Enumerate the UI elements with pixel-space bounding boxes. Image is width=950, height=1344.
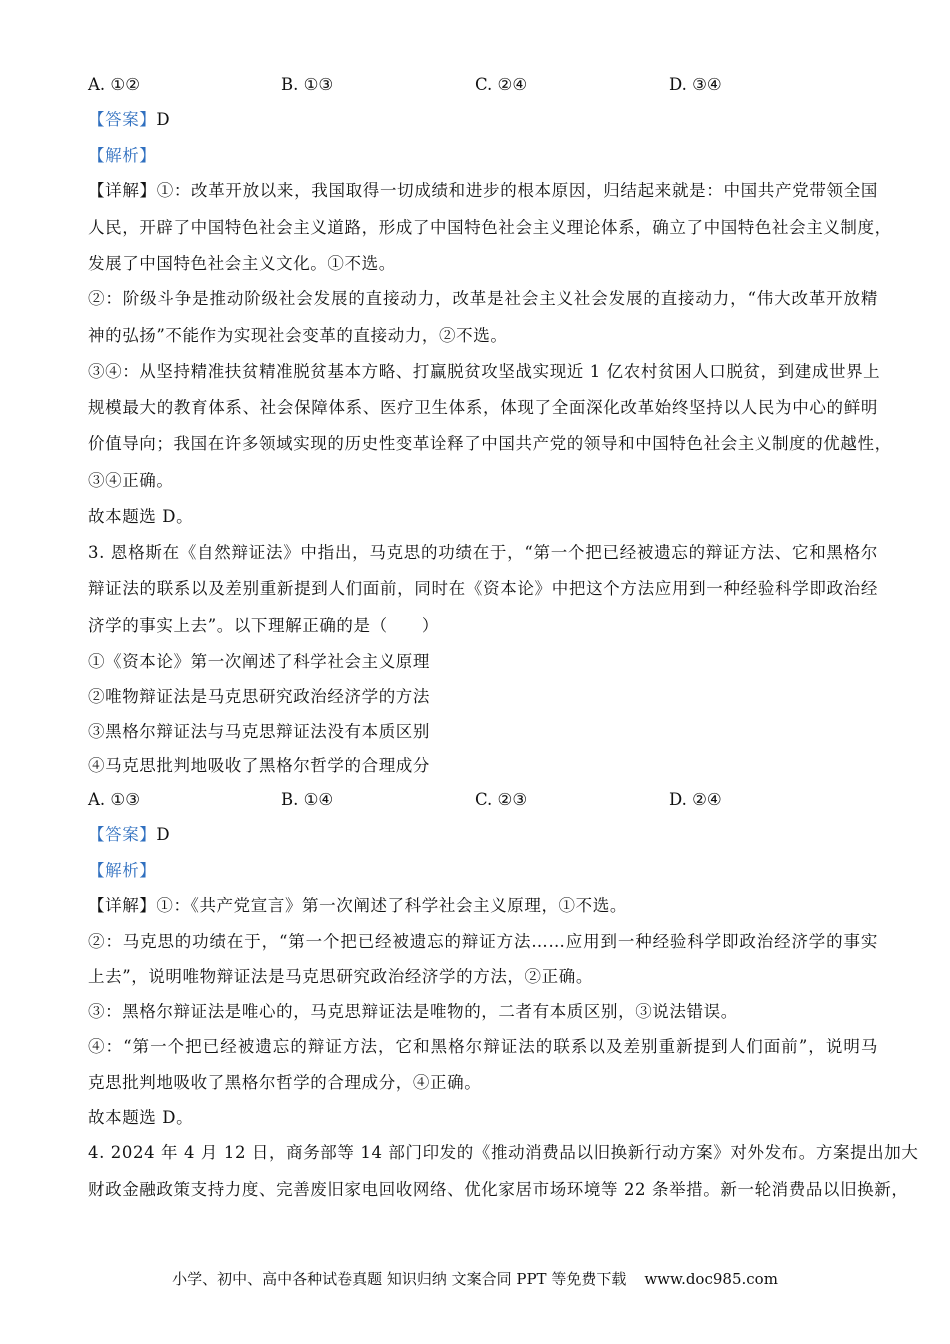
answer-tag: 【答案】 [88, 825, 157, 844]
q3-detail-line: ②：马克思的功绩在于，“第一个把已经被遗忘的辩证方法……应用到一种经验科学即政治经济学的事实 [88, 932, 878, 951]
q3-stem-line: 济学的事实上去”。以下理解正确的是（ ） [88, 616, 440, 635]
q2-detail-line: ②：阶级斗争是推动阶级社会发展的直接动力，改革是社会主义社会发展的直接动力，“伟大改革开放精 [88, 289, 878, 308]
q3-option-c: C. ②③ [475, 790, 528, 809]
q2-detail-line: ③④：从坚持精准扶贫精准脱贫基本方略、打赢脱贫攻坚战实现近 1 亿农村贫困人口脱贫，到建成世界上 [88, 362, 881, 381]
q2-option-c: C. ②④ [475, 75, 528, 94]
q3-option-d: D. ②④ [669, 790, 722, 809]
q3-stem-line: 辩证法的联系以及差别重新提到人们面前，同时在《资本论》中把这个方法应用到一种经验科学即政治经 [88, 579, 878, 598]
footer-site-link[interactable]: www.doc985.com [644, 1270, 778, 1288]
q3-detail-line: 克思批判地吸收了黑格尔哲学的合理成分，④正确。 [88, 1073, 482, 1092]
q3-detail-line: ④：“第一个把已经被遗忘的辩证方法，它和黑格尔辩证法的联系以及差别重新提到人们面前”，说明马 [88, 1037, 878, 1056]
q3-statement: ④马克思批判地吸收了黑格尔哲学的合理成分 [88, 756, 430, 775]
q2-conclusion: 故本题选 D。 [88, 507, 194, 526]
q3-analysis-tag: 【解析】 [88, 861, 157, 880]
q2-detail-line: 价值导向；我国在许多领域实现的历史性变革诠释了中国共产党的领导和中国特色社会主义制度的优越性， [88, 434, 892, 453]
q2-option-b: B. ①③ [281, 75, 334, 94]
q3-statement: ③黑格尔辩证法与马克思辩证法没有本质区别 [88, 722, 430, 741]
q3-stem-line: 3. 恩格斯在《自然辩证法》中指出，马克思的功绩在于，“第一个把已经被遗忘的辩证方法、它和黑格尔 [88, 543, 878, 562]
q2-detail-line: 发展了中国特色社会主义文化。①不选。 [88, 254, 396, 273]
q2-option-d: D. ③④ [669, 75, 722, 94]
page-footer [0, 1268, 950, 1290]
q3-conclusion: 故本题选 D。 [88, 1108, 194, 1127]
q3-detail-line: ③：黑格尔辩证法是唯心的，马克思辩证法是唯物的，二者有本质区别，③说法错误。 [88, 1002, 738, 1021]
answer-value: D [156, 110, 171, 129]
q3-option-b: B. ①④ [281, 790, 334, 809]
q2-option-a: A. ①② [88, 75, 140, 94]
q2-analysis-tag: 【解析】 [88, 146, 157, 165]
footer-text: 小学、初中、高中各种试卷真题 知识归纳 文案合同 PPT 等免费下载 [172, 1270, 627, 1288]
q2-detail-line: 人民，开辟了中国特色社会主义道路，形成了中国特色社会主义理论体系，确立了中国特色社会主义制度， [88, 218, 892, 237]
q2-detail-line: 神的弘扬”不能作为实现社会变革的直接动力，②不选。 [88, 326, 508, 345]
q3-option-a: A. ①③ [88, 790, 140, 809]
q3-answer [88, 824, 878, 846]
q2-answer [88, 109, 878, 131]
q3-detail-line: 【详解】①：《共产党宣言》第一次阐述了科学社会主义原理，①不选。 [88, 896, 627, 915]
q2-detail-line: ③④正确。 [88, 471, 174, 490]
q3-statement: ①《资本论》第一次阐述了科学社会主义原理 [88, 652, 430, 671]
q2-detail-line: 规模最大的教育体系、社会保障体系、医疗卫生体系，体现了全面深化改革始终坚持以人民为中心的鲜明 [88, 398, 878, 417]
q4-stem-line: 财政金融政策支持力度、完善废旧家电回收网络、优化家居市场环境等 22 条举措。新一轮消费品以旧换新， [88, 1180, 909, 1199]
answer-value: D [156, 825, 171, 844]
answer-tag: 【答案】 [88, 110, 157, 129]
q4-stem-line: 4. 2024 年 4 月 12 日，商务部等 14 部门印发的《推动消费品以旧换新行动方案》对外发布。方案提出加大 [88, 1143, 919, 1162]
q3-statement: ②唯物辩证法是马克思研究政治经济学的方法 [88, 687, 430, 706]
q2-detail-line: 【详解】①：改革开放以来，我国取得一切成绩和进步的根本原因，归结起来就是：中国共产党带领全国 [88, 181, 878, 200]
q3-detail-line: 上去”，说明唯物辩证法是马克思研究政治经济学的方法，②正确。 [88, 967, 593, 986]
